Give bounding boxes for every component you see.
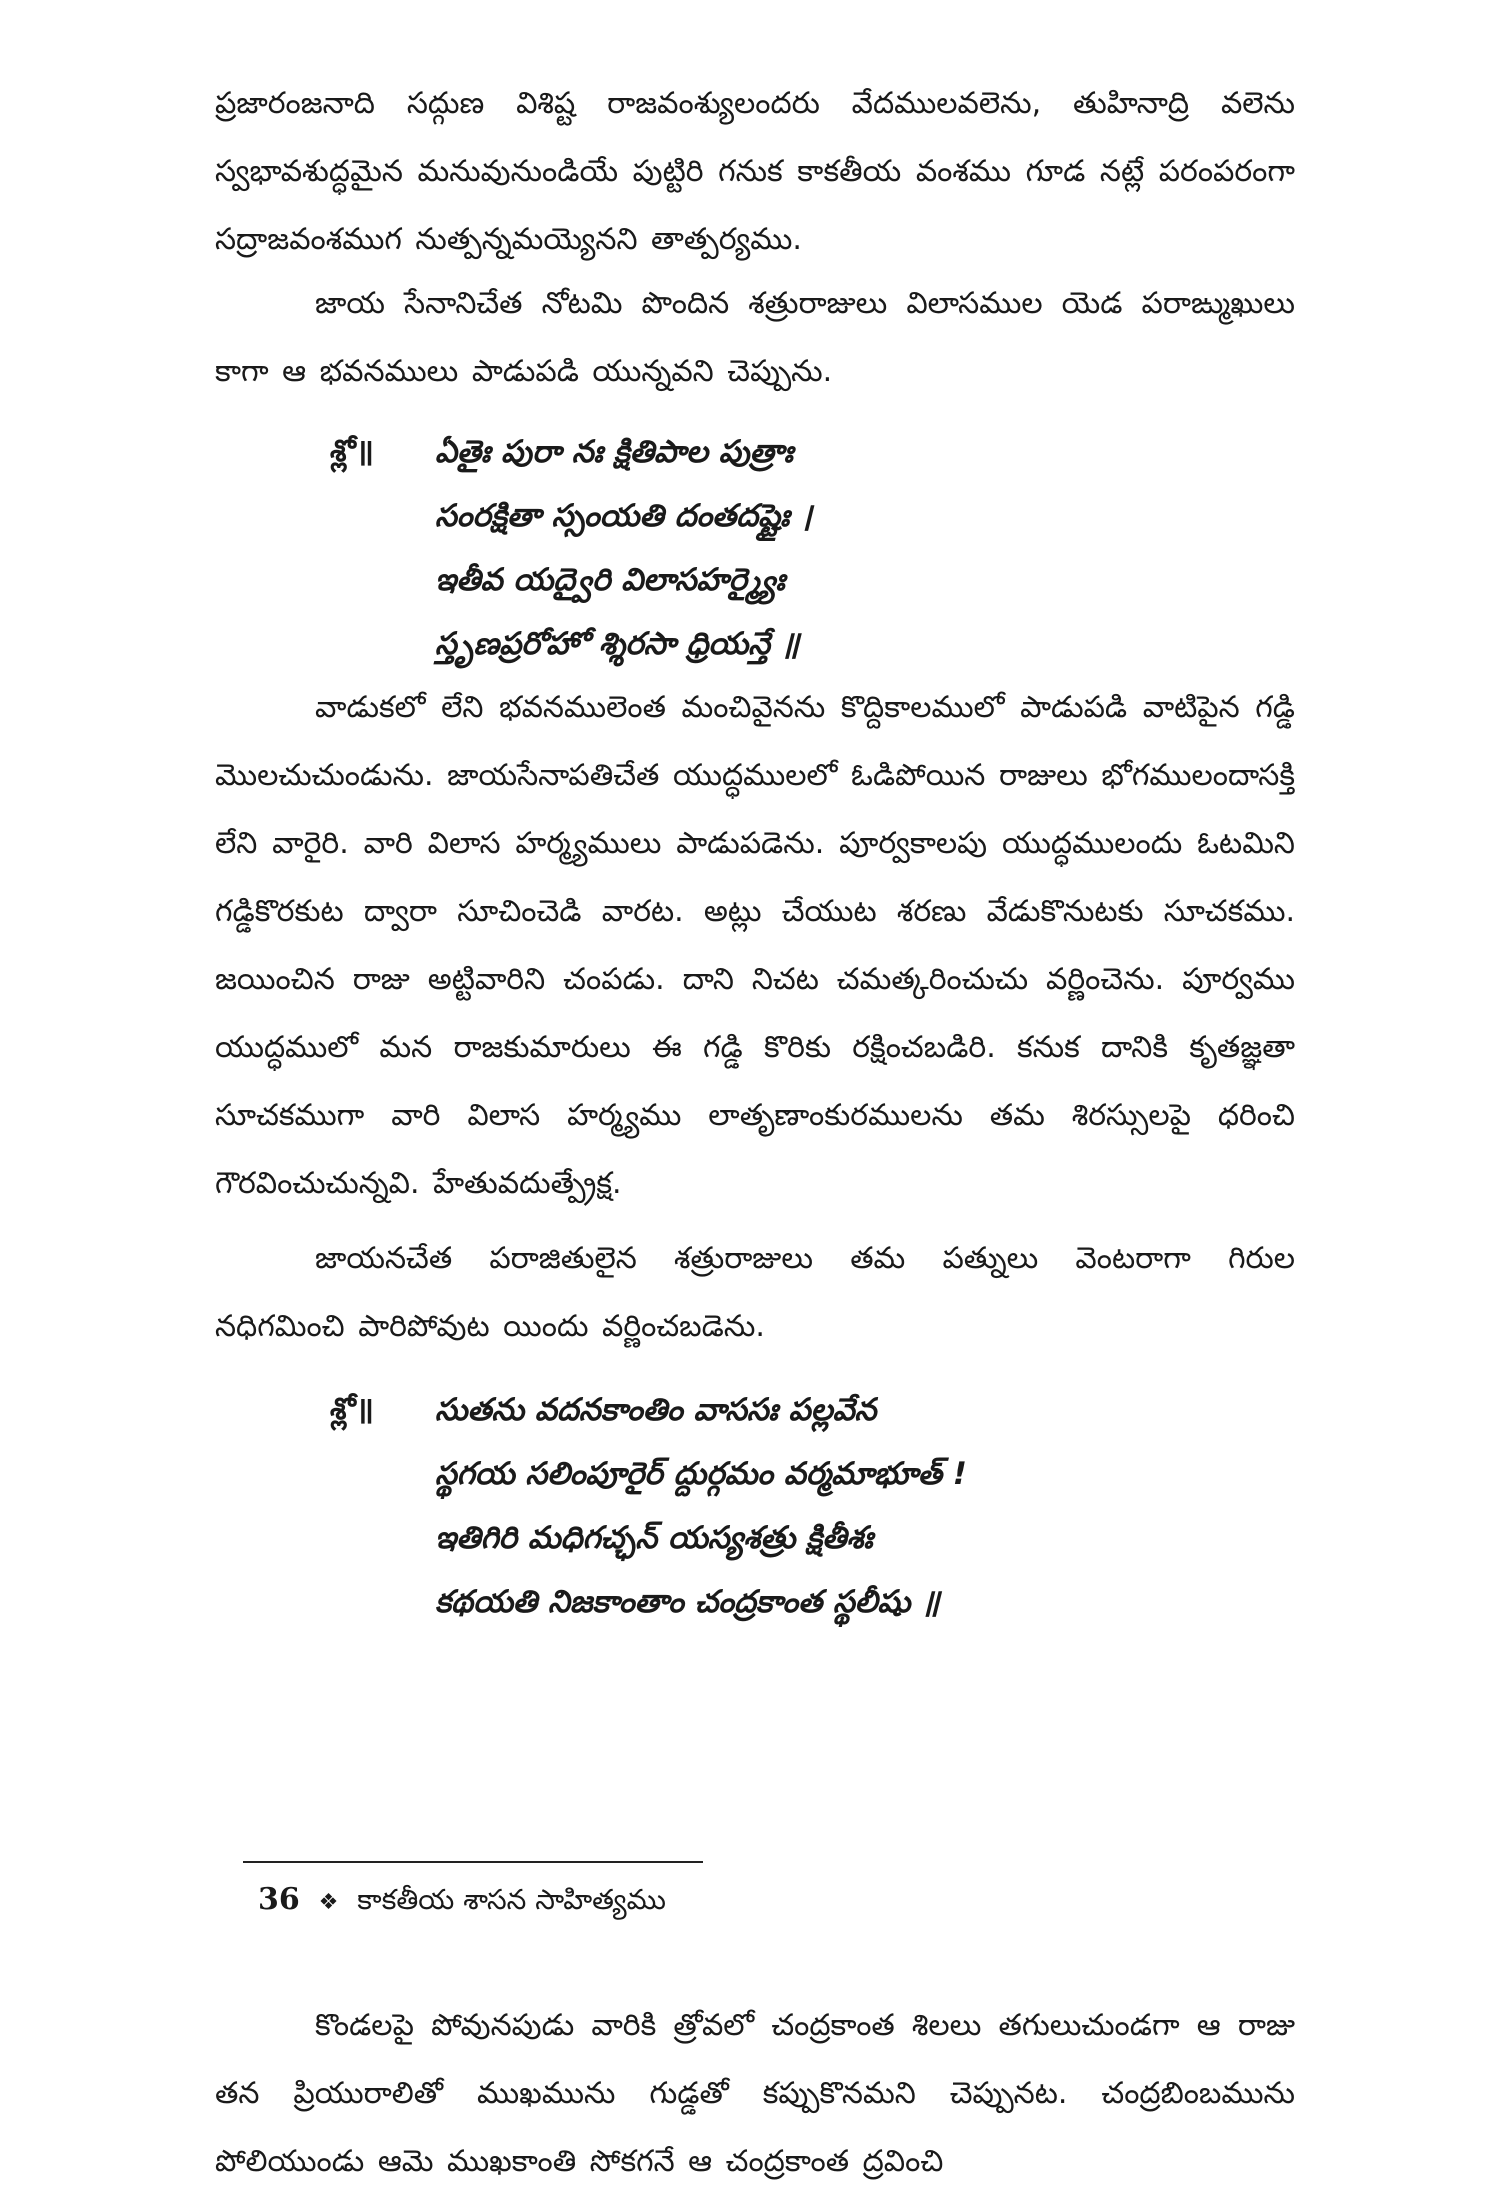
paragraph-continuation: ప్రజారంజనాది సద్గుణ విశిష్ట రాజవంశ్యులందరు వేదములవలెను, తుహినాద్రి వలెను స్వభావశుద్ధమైన మనువునుండియే పుట్టిరి గనుక కాకతీయ వంశము గూడ నట్లే పరంపరంగా సద్రాజవంశముగ నుత్పన్నమయ్యెనని తాత్పర్యము. — [215, 86, 1295, 257]
book-title: కాకతీయ శాసన సాహిత్యము — [357, 1883, 666, 1916]
verse-line: ఇతిగిరి మధిగచ్ఛన్ యస్యశత్రు క్షితీశః — [435, 1520, 873, 1556]
verse-marker: శ్లో॥ — [330, 1392, 374, 1427]
paragraph-commentary: వాడుకలో లేని భవనములెంత మంచివైనను కొద్దికాలములో పాడుపడి వాటిపైన గడ్డి మొలచుచుండును. జాయసేనాపతిచేత యుద్ధములలో ఓడిపోయిన రాజులు భోగములందాసక్తి లేని వారైరి. వారి విలాస హర్మ్యములు పాడుపడెను. పూర్వకాలపు యుద్ధములందు ఓటమిని గడ్డికొరకుట ద్వారా సూచించెడి వారట. అట్లు చేయుట శరణు వేడుకొనుటకు సూచకము. జయించిన రాజు అట్టివారిని చంపడు. దాని నిచట చమత్కరించుచు వర్ణించెను. పూర్వము యుద్ధములో మన రాజకుమారులు ఈ గడ్డి కొరికు రక్షించబడిరి. కనుక దానికి కృతజ్ఞతా సూచకముగా వారి విలాస హర్మ్యము లాతృణాంకురములను తమ శిరస్సులపై ధరించి గౌరవించుచున్నవి. హేతువదుత్ప్రేక్ష. — [215, 690, 1295, 1201]
verse-line: సుతను వదనకాంతిం వాససః పల్లవేన — [435, 1392, 877, 1428]
paragraph-moonstone: కొండలపై పోవునపుడు వారికి త్రోవలో చంద్రకాంత శిలలు తగులుచుండగా ఆ రాజు తన ప్రియురాలితో ముఖమును గుడ్డతో కప్పుకొనమని చెప్పునట. చంద్రబింబమును పోలియుండు ఆమె ముఖకాంతి సోకగనే ఆ చంద్రకాంత ద్రవించి — [215, 2008, 1295, 2179]
page-footer — [258, 1878, 666, 1922]
verse-marker: శ్లో॥ — [330, 434, 374, 469]
verse-line: స్థగయ సలింపూరైర్ ద్దుర్గమం వర్మమాభూత్ ! — [435, 1456, 967, 1492]
verse-lines — [435, 420, 1215, 676]
diamond-ornament-icon: ❖ — [318, 1890, 339, 1915]
footer-divider — [243, 1861, 703, 1863]
verse-line: ఏతైః పురా నః క్షితిపాల పుత్రాః — [435, 434, 794, 470]
verse-line: సంరక్షితా స్సంయతి దంతదష్టైః । — [435, 498, 813, 534]
verse-line: ఇతీవ యద్వైరి విలాసహర్మ్యైః — [435, 562, 785, 598]
verse-lines — [435, 1378, 1215, 1634]
verse-line: స్తృణప్రరోహో శ్శిరసా ధ్రియన్తే ॥ — [435, 626, 800, 662]
paragraph-enemy-flight: జాయనచేత పరాజితులైన శత్రురాజులు తమ పత్నులు వెంటరాగా గిరుల నధిగమించి పారిపోవుట యిందు వర్ణించబడెను. — [215, 1241, 1295, 1344]
page-number: 36 — [258, 1882, 300, 1917]
paragraph-jaya-defeat: జాయ సేనానిచేత నోటమి పొందిన శత్రురాజులు విలాసముల యెడ పరాఙ్ముఖులు కాగా ఆ భవనములు పాడుపడి యున్నవని చెప్పును. — [215, 286, 1295, 389]
verse-line: కథయతి నిజకాంతాం చంద్రకాంత స్థలీషు ॥ — [435, 1584, 940, 1620]
